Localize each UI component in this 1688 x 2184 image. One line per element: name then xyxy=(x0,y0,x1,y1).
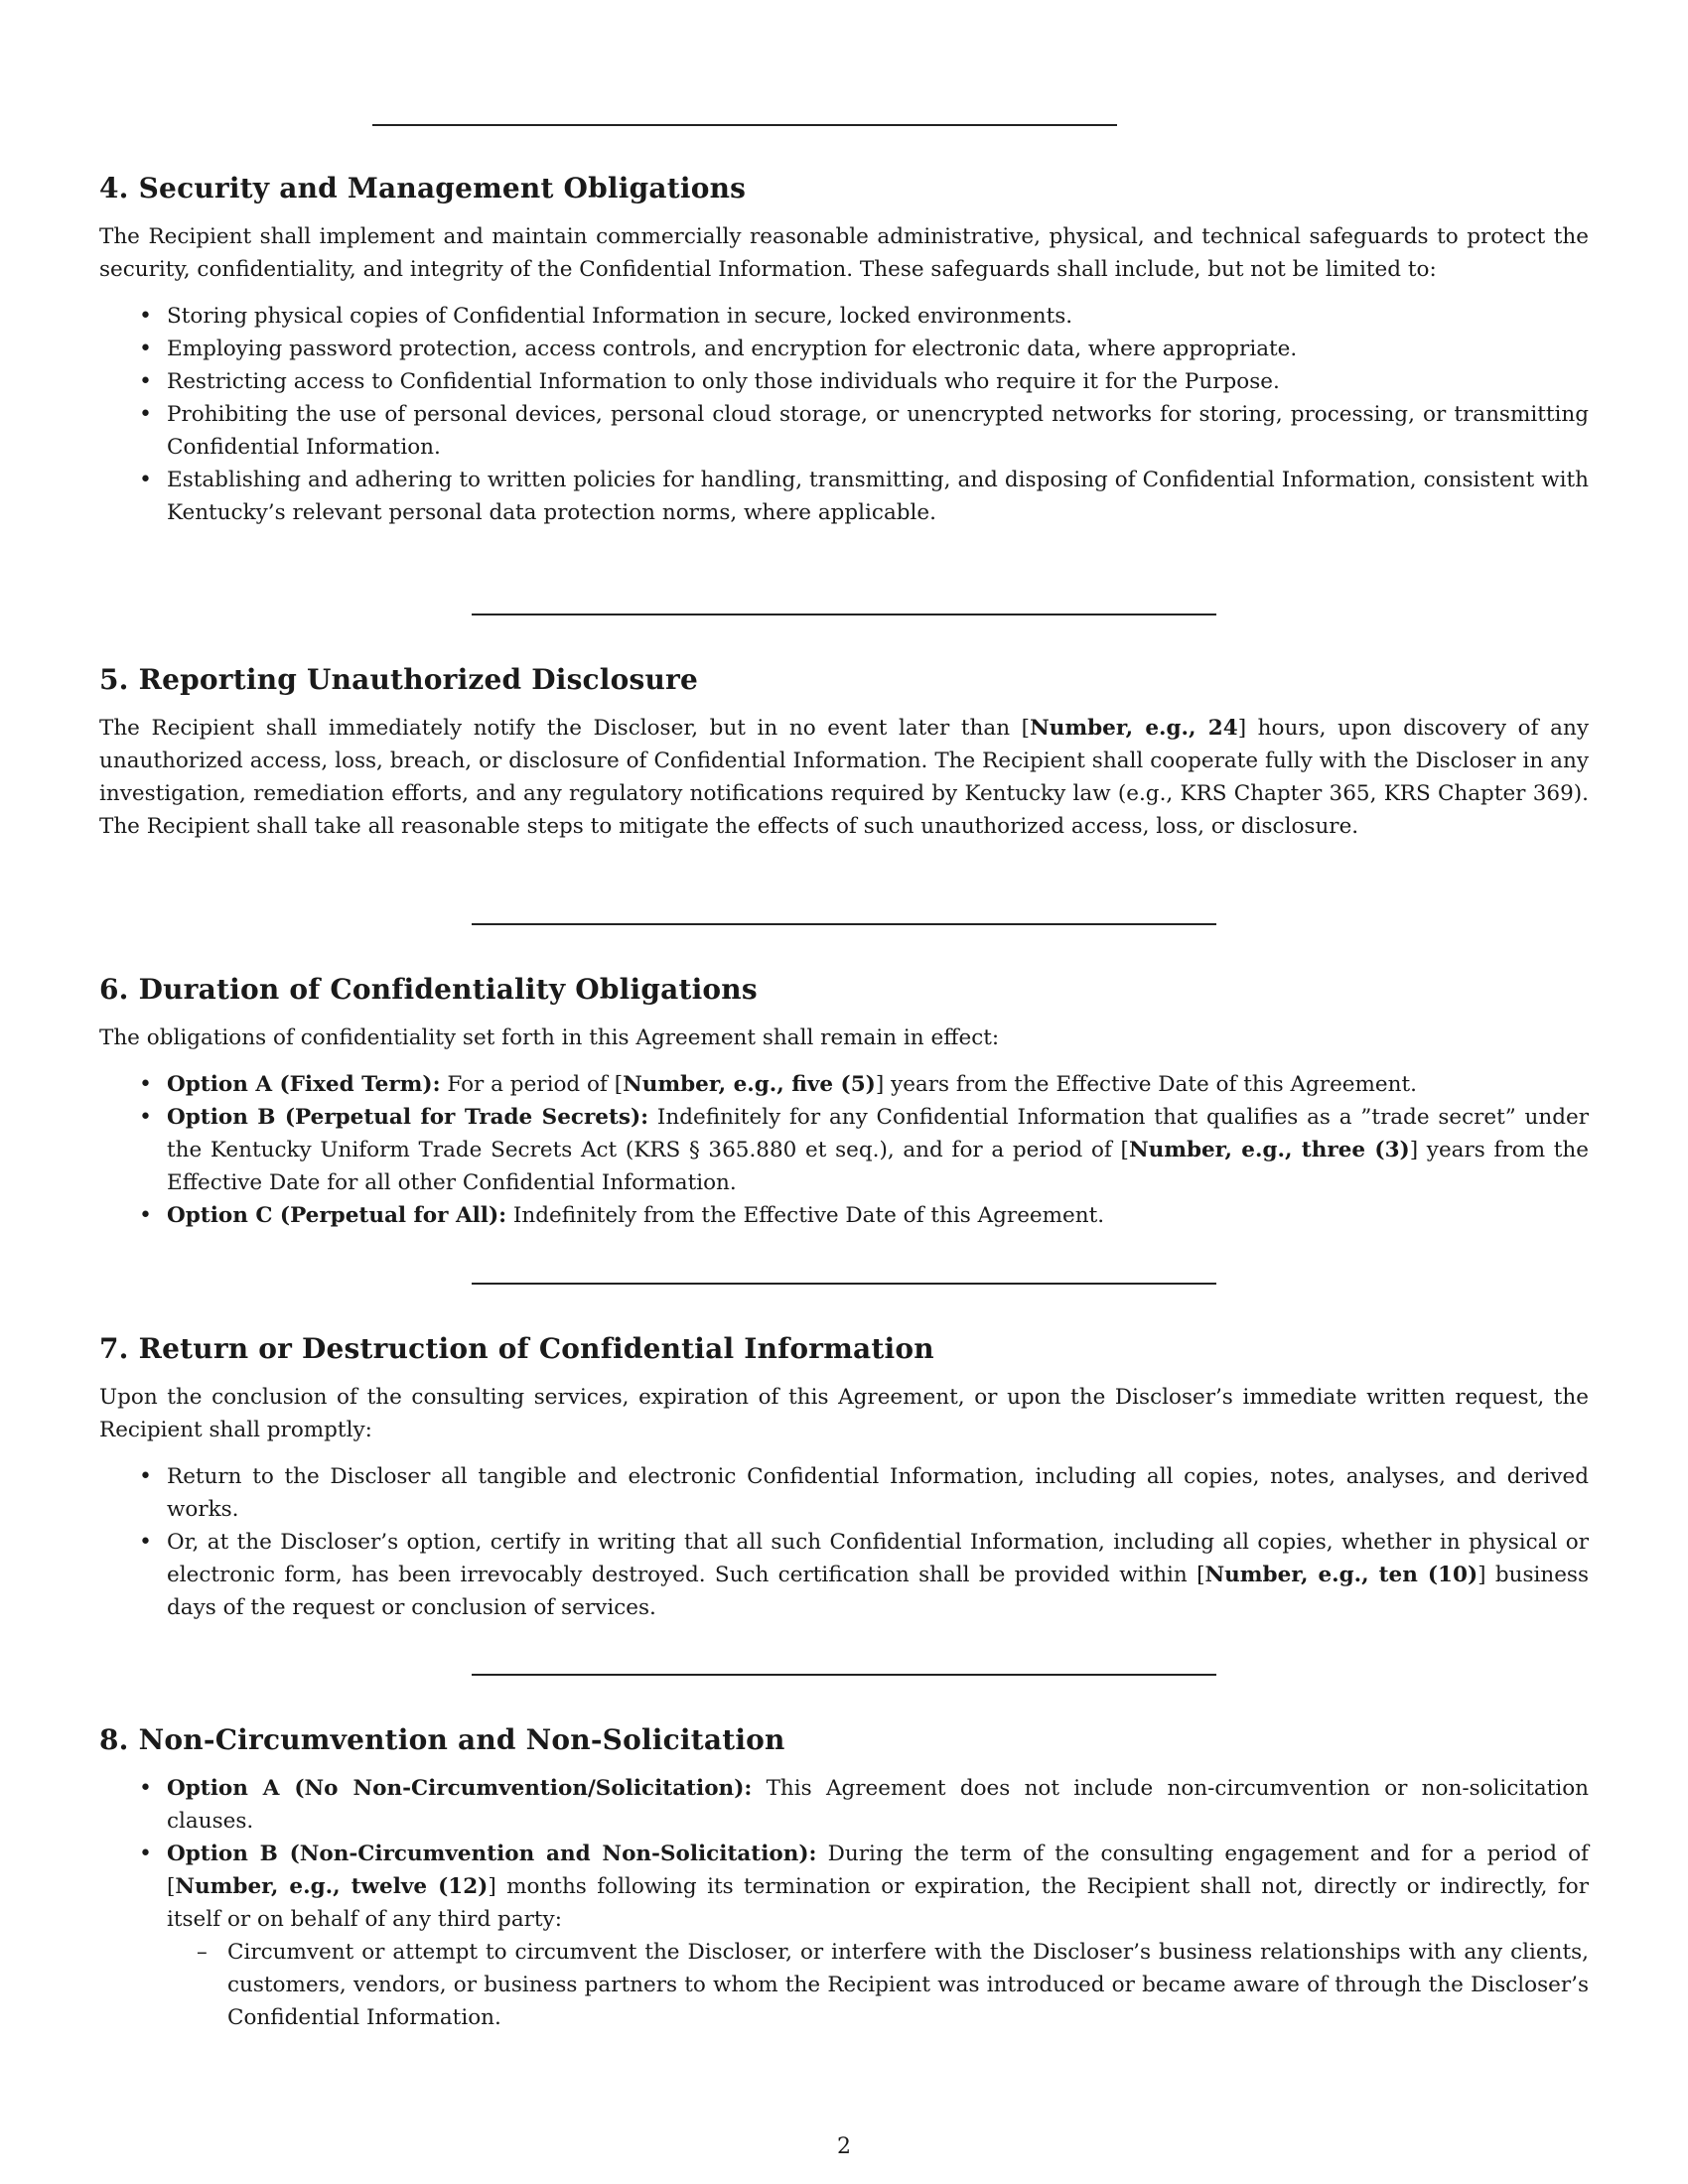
list-item: • Or, at the Discloser’s option, certify in writing that all such Confidential Information, including all copies, whether in physical or electronic form, has been irrevocably destroyed. Such certification shall be provided within [Number, e.g., ten (10)] business days of the request or conclusion of services. xyxy=(99,1526,1589,1624)
list-item-option-a: • Option A (Fixed Term): For a period of [Number, e.g., five (5)] years from the Effective Date of this Agreement. xyxy=(99,1068,1589,1101)
section-title: Return or Destruction of Confidential Information xyxy=(138,1332,934,1365)
list-item: • Prohibiting the use of personal devices, personal cloud storage, or unencrypted networks for storing, processing, or transmitting Confidential Information. xyxy=(99,398,1589,464)
section-divider xyxy=(472,923,1216,925)
section-heading xyxy=(99,1720,1589,1760)
section-title: Non-Circumvention and Non-Solicitation xyxy=(138,1723,785,1756)
list-item-option-b: • Option B (Non-Circumvention and Non-Solicitation): During the term of the consulting engagement and for a period of [Number, e.g., twelve (12)] months following its termination or expiration, the Recipient shall not, directly or indirectly, for itself or on behalf of any third party: – Circumvent or attempt to circumvent the Discloser, or interfere with the Discloser’s business relationships with any clients, customers, vendors, or business partners to whom the Recipient was introduced or became aware of through the Discloser’s Confidential Information. xyxy=(99,1838,1589,2034)
section-title: Duration of Confidentiality Obligations xyxy=(138,973,758,1006)
placeholder-value: Number, e.g., 24 xyxy=(1030,716,1238,741)
section-7 xyxy=(99,1329,1589,1624)
sub-list xyxy=(167,1936,1589,2034)
section-divider xyxy=(472,614,1216,615)
section-number: 4. xyxy=(99,172,129,205)
bullet-list xyxy=(99,1068,1589,1232)
list-item: • Establishing and adhering to written policies for handling, transmitting, and disposing of Confidential Information, consistent with Kentucky’s relevant personal data protection norms, where applicable. xyxy=(99,464,1589,529)
page-number: 2 xyxy=(837,2134,851,2159)
section-divider xyxy=(472,1283,1216,1285)
section-number: 8. xyxy=(99,1723,129,1756)
section-paragraph: The Recipient shall immediately notify the Discloser, but in no event later than [Number, e.g., 24] hours, upon discovery of any unauthorized access, loss, breach, or disclosure of Confidential Information. The Recipient shall cooperate fully with the Discloser in any investigation, remediation efforts, and any regulatory notifications required by Kentucky law (e.g., KRS Chapter 365, KRS Chapter 369). The Recipient shall take all reasonable steps to mitigate the effects of such unauthorized access, loss, or disclosure. xyxy=(99,716,1589,839)
section-number: 5. xyxy=(99,663,129,696)
list-item-option-a: • Option A (No Non-Circumvention/Solicitation): This Agreement does not include non-circumvention or non-solicitation clauses. xyxy=(99,1772,1589,1838)
list-item-option-b: • Option B (Perpetual for Trade Secrets): Indefinitely for any Confidential Information that qualifies as a ”trade secret” under the Kentucky Uniform Trade Secrets Act (KRS § 365.880 et seq.), and for a period of [Number, e.g., three (3)] years from the Effective Date for all other Confidential Information. xyxy=(99,1101,1589,1199)
sub-list-item: – Circumvent or attempt to circumvent the Discloser, or interfere with the Discloser’s business relationships with any clients, customers, vendors, or business partners to whom the Recipient was introduced or became aware of through the Discloser’s Confidential Information. xyxy=(167,1936,1589,2034)
document-page xyxy=(99,0,1589,2184)
section-heading xyxy=(99,970,1589,1010)
section-title: Security and Management Obligations xyxy=(138,172,747,205)
section-5 xyxy=(99,660,1589,843)
section-heading xyxy=(99,660,1589,700)
list-item: • Storing physical copies of Confidential Information in secure, locked environments. xyxy=(99,300,1589,333)
bullet-list xyxy=(99,300,1589,529)
section-8 xyxy=(99,1720,1589,2034)
list-item-option-c: • Option C (Perpetual for All): Indefinitely from the Effective Date of this Agreement. xyxy=(99,1199,1589,1232)
section-divider xyxy=(472,1674,1216,1676)
list-item: • Return to the Discloser all tangible and electronic Confidential Information, including all copies, notes, analyses, and derived works. xyxy=(99,1460,1589,1526)
list-item: • Employing password protection, access controls, and encryption for electronic data, where appropriate. xyxy=(99,333,1589,365)
section-paragraph: The Recipient shall implement and maintain commercially reasonable administrative, physical, and technical safeguards to protect the security, confidentiality, and integrity of the Confidential Information. These safeguards shall include, but not be limited to: xyxy=(99,224,1589,282)
section-heading xyxy=(99,169,1589,208)
section-title: Reporting Unauthorized Disclosure xyxy=(138,663,698,696)
section-6 xyxy=(99,970,1589,1232)
section-number: 7. xyxy=(99,1332,129,1365)
list-item: • Restricting access to Confidential Information to only those individuals who require it for the Purpose. xyxy=(99,365,1589,398)
bullet-list xyxy=(99,1772,1589,2034)
bullet-list xyxy=(99,1460,1589,1624)
section-heading xyxy=(99,1329,1589,1369)
section-paragraph: The obligations of confidentiality set forth in this Agreement shall remain in effect: xyxy=(99,1025,1000,1050)
section-4 xyxy=(99,169,1589,529)
section-paragraph: Upon the conclusion of the consulting services, expiration of this Agreement, or upon the Discloser’s immediate written request, the Recipient shall promptly: xyxy=(99,1385,1589,1442)
section-number: 6. xyxy=(99,973,129,1006)
